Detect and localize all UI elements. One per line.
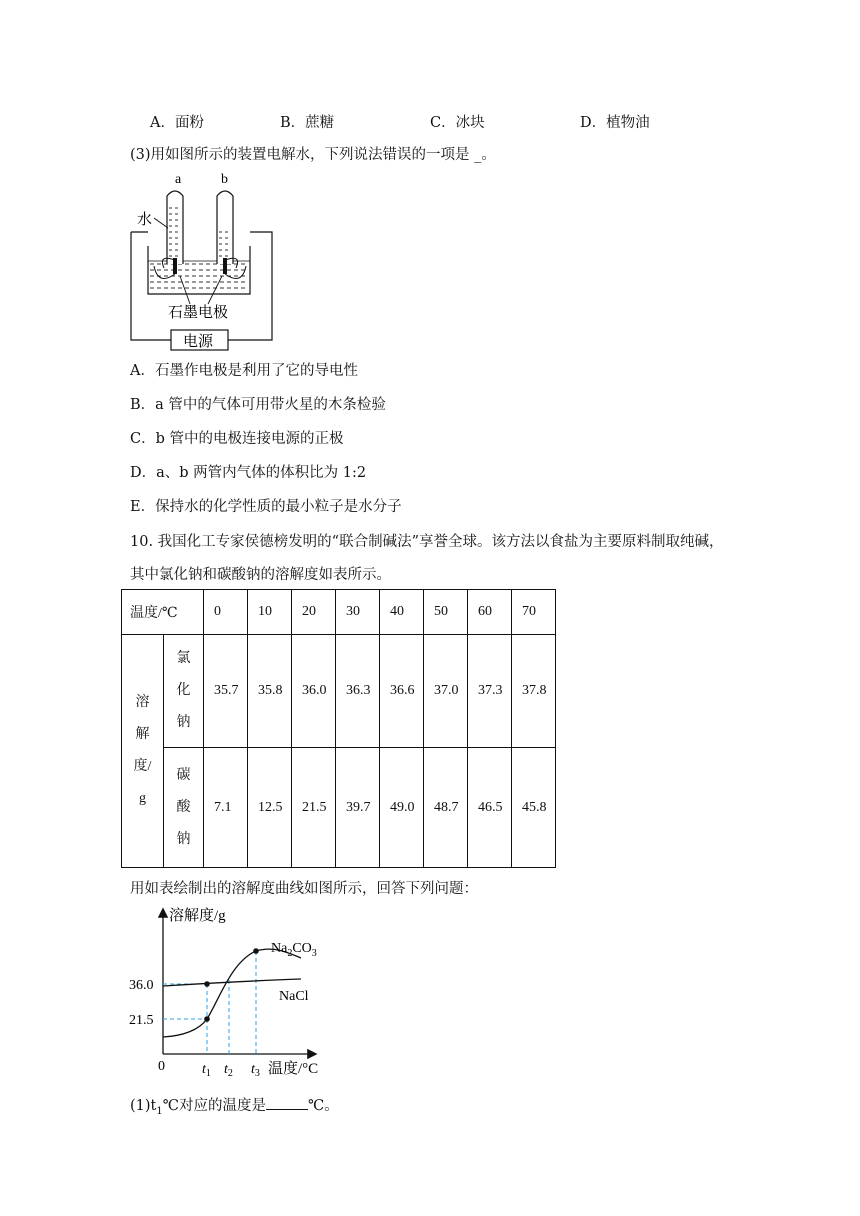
value-cell: 35.8 <box>248 635 292 748</box>
nacl-curve <box>163 979 301 986</box>
x-tick-label-t1: $t_1$ <box>202 1062 211 1079</box>
temperature-header: 温度/℃ <box>122 590 204 635</box>
series-label-na2co3: $Na_2CO_3$ <box>271 941 317 959</box>
power-label: 电源 <box>183 334 214 350</box>
q9-option-c: C．冰块 <box>430 115 485 131</box>
point-t1-nacl <box>204 981 210 987</box>
solubility-table <box>121 589 556 868</box>
value-cell: 7.1 <box>204 748 248 868</box>
value-cell: 39.7 <box>336 748 380 868</box>
q9-option-a: A．面粉 <box>150 115 204 131</box>
value-cell: 48.7 <box>424 748 468 868</box>
circuit-wire <box>131 232 272 340</box>
value-cell: 46.5 <box>468 748 512 868</box>
choice-e: E．保持水的化学性质的最小粒子是水分子 <box>130 499 402 515</box>
value-cell: 12.5 <box>248 748 292 868</box>
solubility-curve-chart <box>125 900 340 1080</box>
table-header-row <box>122 590 556 635</box>
series-label-nacl: NaCl <box>279 989 309 1004</box>
choice-d: D．a、b 两管内气体的体积比为 1:2 <box>130 465 367 481</box>
substance-cell <box>164 748 204 868</box>
x-tick-label-t3: $t_3$ <box>251 1062 260 1079</box>
choice-a: A．石墨作电极是利用了它的导电性 <box>130 363 358 379</box>
y-tick-label: 21.5 <box>129 1013 154 1028</box>
electrolysis-apparatus-figure <box>128 168 278 354</box>
point-t3-max <box>253 948 259 954</box>
x-tick-label-t2: $t_2$ <box>224 1062 233 1079</box>
temp-cell: 40 <box>380 590 424 635</box>
sub1-prefix: (1)t <box>130 1098 157 1114</box>
tube-a-label: a <box>175 172 182 187</box>
solubility-group-cell <box>122 635 164 868</box>
tube-a <box>167 191 183 264</box>
temp-cell: 0 <box>204 590 248 635</box>
graph-intro: 用如表绘制出的溶解度曲线如图所示，回答下列问题： <box>130 881 478 897</box>
y-axis-label: 溶解度/g <box>169 908 226 924</box>
q9-options-row <box>150 111 710 133</box>
x-axis-label: 温度/°C <box>268 1061 319 1077</box>
value-cell: 21.5 <box>292 748 336 868</box>
value-cell: 35.7 <box>204 635 248 748</box>
y-tick-label: 36.0 <box>129 978 154 993</box>
electrode-a <box>173 258 177 274</box>
value-cell: 37.8 <box>512 635 556 748</box>
temp-cell: 60 <box>468 590 512 635</box>
solubility-group-label: 溶解度/g <box>133 695 152 806</box>
value-cell: 45.8 <box>512 748 556 868</box>
answer-blank[interactable] <box>266 1095 308 1110</box>
value-cell: 36.0 <box>292 635 336 748</box>
value-cell: 49.0 <box>380 748 424 868</box>
table-row <box>122 748 556 868</box>
sub1-unit: ℃。 <box>307 1098 339 1114</box>
electrode-label: 石墨电极 <box>168 305 229 321</box>
value-cell: 36.3 <box>336 635 380 748</box>
q10-sub1 <box>130 1094 339 1117</box>
q9-option-b: B．蔗糖 <box>280 115 335 131</box>
temp-cell: 20 <box>292 590 336 635</box>
choice-c: C．b 管中的电极连接电源的正极 <box>130 431 344 447</box>
tube-b-label: b <box>221 172 228 187</box>
sub1-suffix: ℃对应的温度是 <box>162 1098 266 1114</box>
point-t1-na2co3 <box>204 1016 210 1022</box>
temp-cell: 30 <box>336 590 380 635</box>
beaker-water <box>150 264 248 288</box>
table-row <box>122 635 556 748</box>
q10-stem-line2: 其中氯化钠和碳酸钠的溶解度如表所示。 <box>130 567 391 583</box>
value-cell: 37.3 <box>468 635 512 748</box>
origin-label: 0 <box>158 1059 165 1074</box>
q10-stem-line1: 10. 我国化工专家侯德榜发明的“联合制碱法”享誉全球。该方法以食盐为主要原料制取纯碱， <box>130 534 724 550</box>
guide-lines <box>163 951 256 1054</box>
substance-cell <box>164 635 204 748</box>
tube-b <box>217 191 233 264</box>
temp-cell: 70 <box>512 590 556 635</box>
q9-3-stem: (3)用如图所示的装置电解水，下列说法错误的一项是 _。 <box>130 147 496 163</box>
temp-cell: 10 <box>248 590 292 635</box>
electrode-b <box>223 258 227 274</box>
choice-b: B．a 管中的气体可用带火星的木条检验 <box>130 397 386 413</box>
substance-name: 碳酸钠 <box>176 767 191 847</box>
value-cell: 36.6 <box>380 635 424 748</box>
substance-name: 氯化钠 <box>176 651 191 730</box>
q9-option-d: D．植物油 <box>580 115 650 131</box>
water-label: 水 <box>137 212 153 228</box>
temp-cell: 50 <box>424 590 468 635</box>
sub1-subscript: 1 <box>156 1105 163 1117</box>
value-cell: 37.0 <box>424 635 468 748</box>
